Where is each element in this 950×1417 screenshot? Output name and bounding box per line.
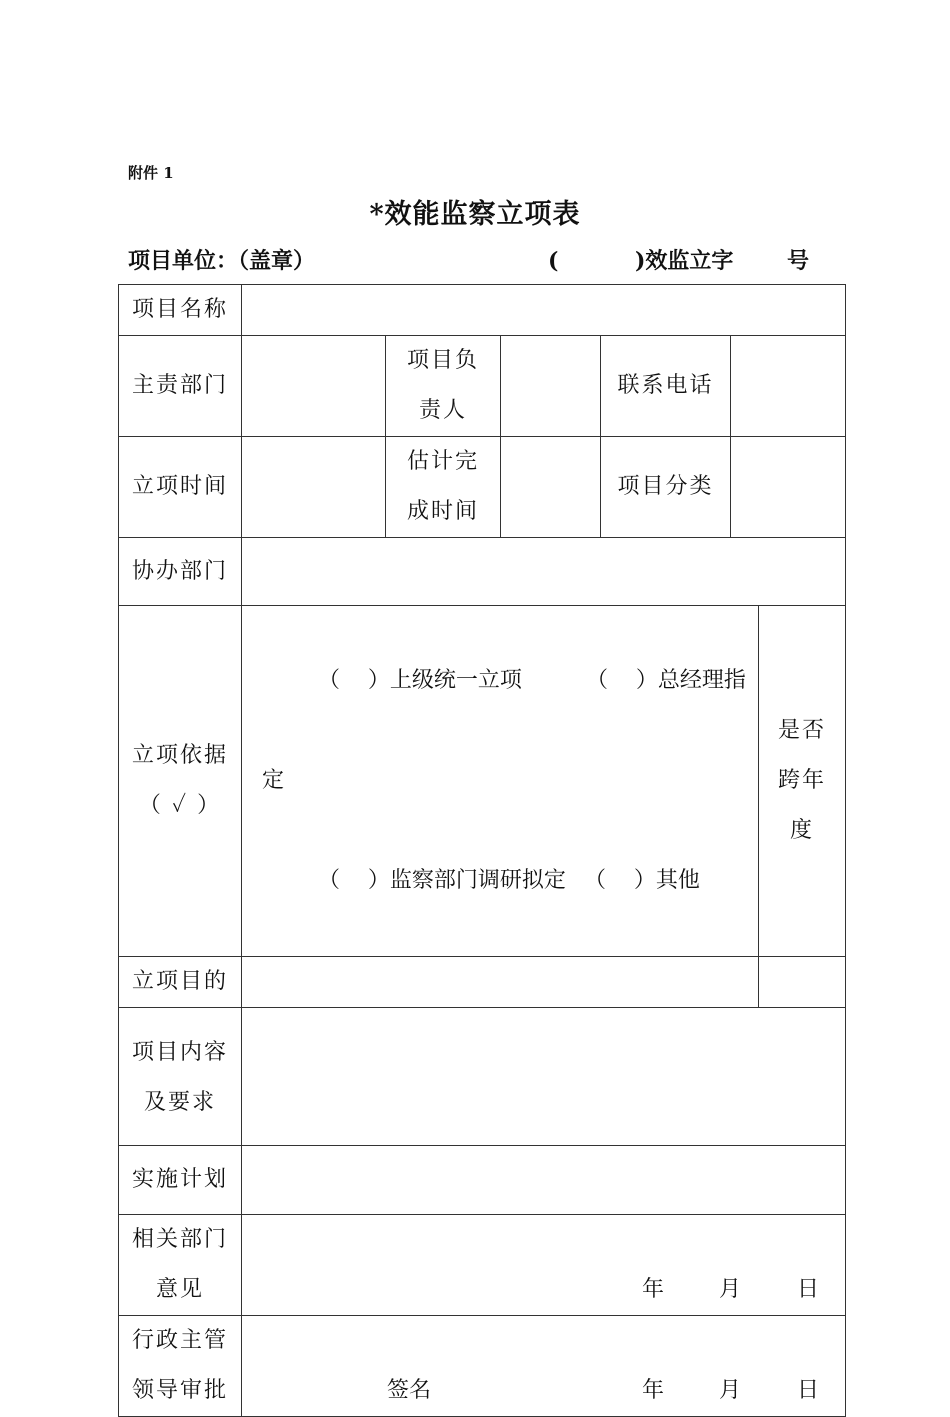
approval-month: 月 [719,1378,742,1403]
setup-time-field[interactable] [242,437,386,538]
purpose-field[interactable] [242,957,759,1008]
content-field[interactable] [242,1008,846,1146]
setup-time-label: 立项时间 [119,437,242,538]
related-day: 日 [797,1277,820,1302]
est-finish-field[interactable] [501,437,601,538]
attachment-label: 附件 1 [128,164,174,182]
related-dept-field[interactable] [242,1215,846,1316]
basis-option-superior[interactable]: （ ）上级统一立项 [317,668,522,693]
basis-option-other[interactable]: （ ）其他 [583,868,700,893]
purpose-label: 立项目的 [119,957,242,1008]
approval-year: 年 [642,1378,665,1403]
project-category-label: 项目分类 [601,437,731,538]
basis-options [242,606,759,957]
coop-dept-label: 协办部门 [119,538,242,606]
basis-option-gm-cont: 定 [262,768,285,793]
basis-label: 立项依据 （ ✓ ） [119,606,242,957]
basis-option-supervision[interactable]: （ ）监察部门调研拟定 [317,868,566,893]
project-name-label: 项目名称 [119,285,242,336]
cross-year-label: 是否 跨年 度 [759,606,846,957]
basis-option-gm[interactable]: （ ）总经理指 [585,668,746,693]
approval-field[interactable] [242,1316,846,1417]
project-leader-field[interactable] [501,336,601,437]
document-number-label: ( )效监立字 号 [548,248,810,274]
main-dept-label: 主责部门 [119,336,242,437]
project-name-field[interactable] [242,285,846,336]
est-finish-label: 估计完 成时间 [386,437,501,538]
main-dept-field[interactable] [242,336,386,437]
plan-field[interactable] [242,1146,846,1215]
contact-phone-field[interactable] [731,336,846,437]
content-label: 项目内容 及要求 [119,1008,242,1146]
approval-label: 行政主管 领导审批 [119,1316,242,1417]
sign-label: 签名 [387,1378,432,1403]
coop-dept-field[interactable] [242,538,846,606]
related-dept-label: 相关部门 意见 [119,1215,242,1316]
contact-phone-label: 联系电话 [601,336,731,437]
unit-label: 项目单位：（盖章） [128,248,316,274]
form-title: *效能监察立项表 [369,199,581,230]
project-form-table [118,284,846,1417]
approval-day: 日 [797,1378,820,1403]
plan-label: 实施计划 [119,1146,242,1215]
project-category-field[interactable] [731,437,846,538]
related-month: 月 [719,1277,742,1302]
related-year: 年 [642,1277,665,1302]
cross-year-field[interactable] [759,957,846,1008]
project-leader-label: 项目负 责人 [386,336,501,437]
